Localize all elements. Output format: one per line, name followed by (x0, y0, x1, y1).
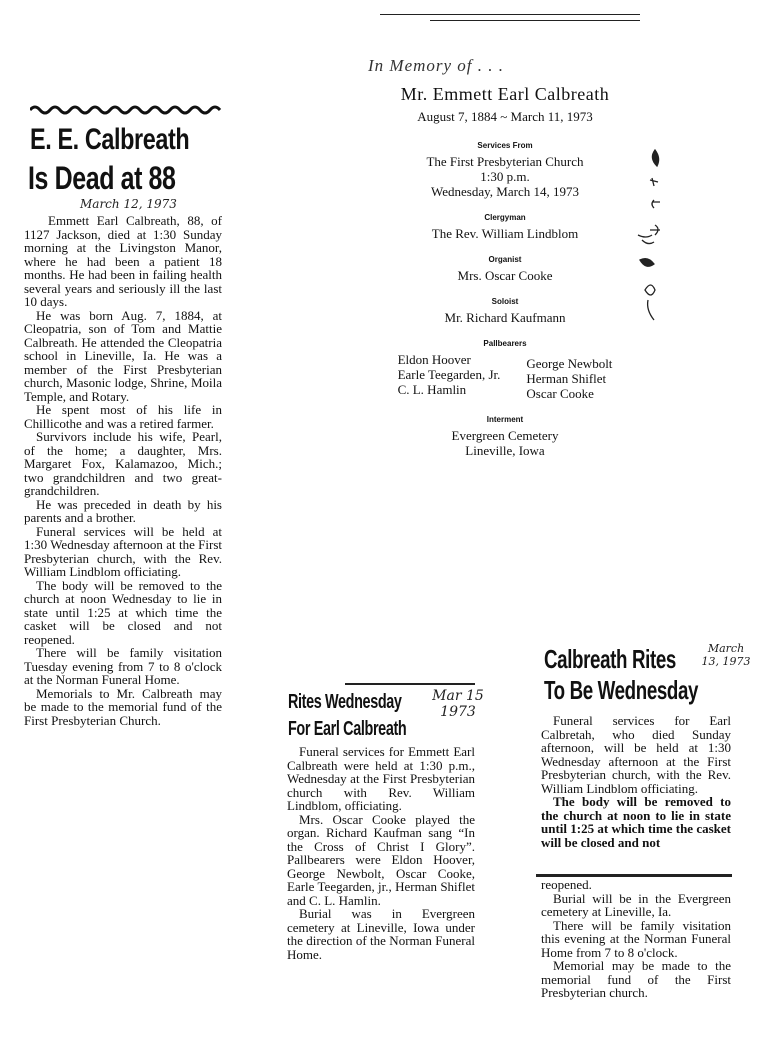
interment-line: Evergreen Cemetery (451, 428, 559, 443)
paragraph: Mrs. Oscar Cooke played the organ. Richard Kaufman sang “In the Cross of Christ I Glory”. Pallbearers were Eldon Hoover, George Newbolt, Oscar Cooke, Earle Teegarden, jr., Herman Shiflet and C. L. Hamlin. (287, 811, 475, 908)
handwritten-date: March 13, 1973 (701, 642, 751, 668)
paragraph: The body will be removed to the church at noon Wednesday to lie in state until 1:25 at which time the casket will be closed and not reopened. (24, 577, 222, 647)
pallbearer: Earle Teegarden, Jr. (397, 367, 501, 382)
obituary-body (24, 214, 222, 727)
paragraph: Burial was in Evergreen cemetery at Lineville, Iowa under the direction of the Norman Funeral Home. (287, 906, 475, 962)
paragraph: reopened. (541, 877, 592, 892)
clergyman-label: Clergyman (484, 213, 526, 222)
deceased-name: Mr. Emmett Earl Calbreath (400, 84, 610, 104)
obituary-headline: E. E. Calbreath (30, 123, 190, 156)
memorial-card (330, 56, 680, 458)
rites-held-headline: For Earl Calbreath (288, 718, 407, 740)
rites-held-headline: Rites Wednesday (288, 691, 402, 713)
pallbearers-label: Pallbearers (483, 339, 527, 348)
soloist-label: Soloist (491, 297, 519, 306)
handwritten-date: March 12, 1973 (80, 197, 177, 211)
pallbearer: C. L. Hamlin (397, 382, 467, 397)
obituary-headline: Is Dead at 88 (28, 160, 176, 196)
services-label: Services From (477, 141, 533, 150)
floral-sprig-icon (630, 140, 670, 330)
paragraph: He was born Aug. 7, 1884, at Cleopatria, son of Tom and Mattie Calbreath. He attended the Cleopatria school in Lineville, Ia. He was a member of the First Presbyterian church, Masonic lodge, Shrine, Moila Temple, and Rotary. (24, 307, 222, 404)
top-rule (430, 20, 640, 21)
paragraph: Survivors include his wife, Pearl, of the home; a daughter, Mrs. Margaret Fox, Kalamazoo, Mich.; two grandchildren and two great-grandchildren. (24, 429, 222, 498)
organist: Mrs. Oscar Cooke (457, 268, 553, 283)
paragraph: There will be family visitation this evening at the Norman Funeral Home from 7 to 8 o'clock. (541, 917, 731, 960)
interment-label: Interment (486, 415, 524, 424)
paragraph: Funeral services for Earl Calbretah, who died Sunday afternoon, will be held at 1:30 Wednesday afternoon at the First Presbyterian church, with the Rev. William Lindblom officiating. (541, 713, 731, 796)
top-rule (380, 14, 640, 15)
rites-held-body (287, 745, 475, 961)
paragraph: Memorials to Mr. Calbreath may be made to the memorial fund of the First Presbyterian Church. (24, 685, 222, 728)
paragraph: He was preceded in death by his parents and a brother. (24, 496, 222, 525)
pallbearers-list (330, 352, 680, 401)
paragraph: Burial will be in the Evergreen cemetery at Lineville, Ia. (541, 890, 731, 919)
rites-upcoming-headline: Calbreath Rites (544, 644, 676, 674)
services-line: The First Presbyterian Church (426, 154, 584, 169)
organist-label: Organist (488, 255, 522, 264)
services-line: 1:30 p.m. (480, 169, 530, 184)
life-dates: August 7, 1884 ~ March 11, 1973 (417, 109, 593, 124)
handwritten-date: Mar 15 1973 (432, 688, 484, 720)
clipping-top-rule (345, 683, 475, 685)
paragraph: Emmett Earl Calbreath, 88, of 1127 Jackson, died at 1:30 Sunday morning at the Livingston Manor, where he had been a patient 18 months. He had been in failing health several years and seriously ill the last 10 days. (24, 213, 222, 309)
rites-upcoming-headline: To Be Wednesday (544, 675, 699, 705)
rites-upcoming-body-bottom (541, 878, 731, 1000)
wavy-rule (30, 103, 225, 117)
paragraph: There will be family visitation Tuesday evening from 7 to 8 o'clock at the Norman Funeral Home. (24, 645, 222, 687)
soloist: Mr. Richard Kaufmann (444, 310, 566, 325)
paragraph: Funeral services for Emmett Earl Calbreath were held at 1:30 p.m., Wednesday at the First Presbyterian church with Rev. William Lindblom, officiating. (287, 744, 475, 813)
rites-upcoming-body-top (541, 714, 731, 849)
pallbearer: Oscar Cooke (526, 386, 594, 401)
card-header: In Memory of . . . (368, 56, 505, 75)
interment-line: Lineville, Iowa (465, 443, 545, 458)
paragraph: He spent most of his life in Chillicothe and was a retired farmer. (24, 402, 222, 431)
paragraph: Funeral services will be held at 1:30 Wednesday afternoon at the First Presbyterian church, with the Rev. William Lindblom officiating. (24, 523, 222, 579)
clergyman: The Rev. William Lindblom (431, 226, 579, 241)
pallbearer: Eldon Hoover (397, 352, 471, 367)
paragraph: Memorial may be made to the memorial fund of the First Presbyterian church. (541, 958, 731, 1000)
pallbearer: George Newbolt (526, 356, 613, 371)
services-line: Wednesday, March 14, 1973 (431, 184, 579, 199)
pallbearer: Herman Shiflet (526, 371, 607, 386)
paragraph: The body will be removed to the church at noon to lie in state until 1:25 at which time the casket will be closed and not (541, 794, 731, 850)
